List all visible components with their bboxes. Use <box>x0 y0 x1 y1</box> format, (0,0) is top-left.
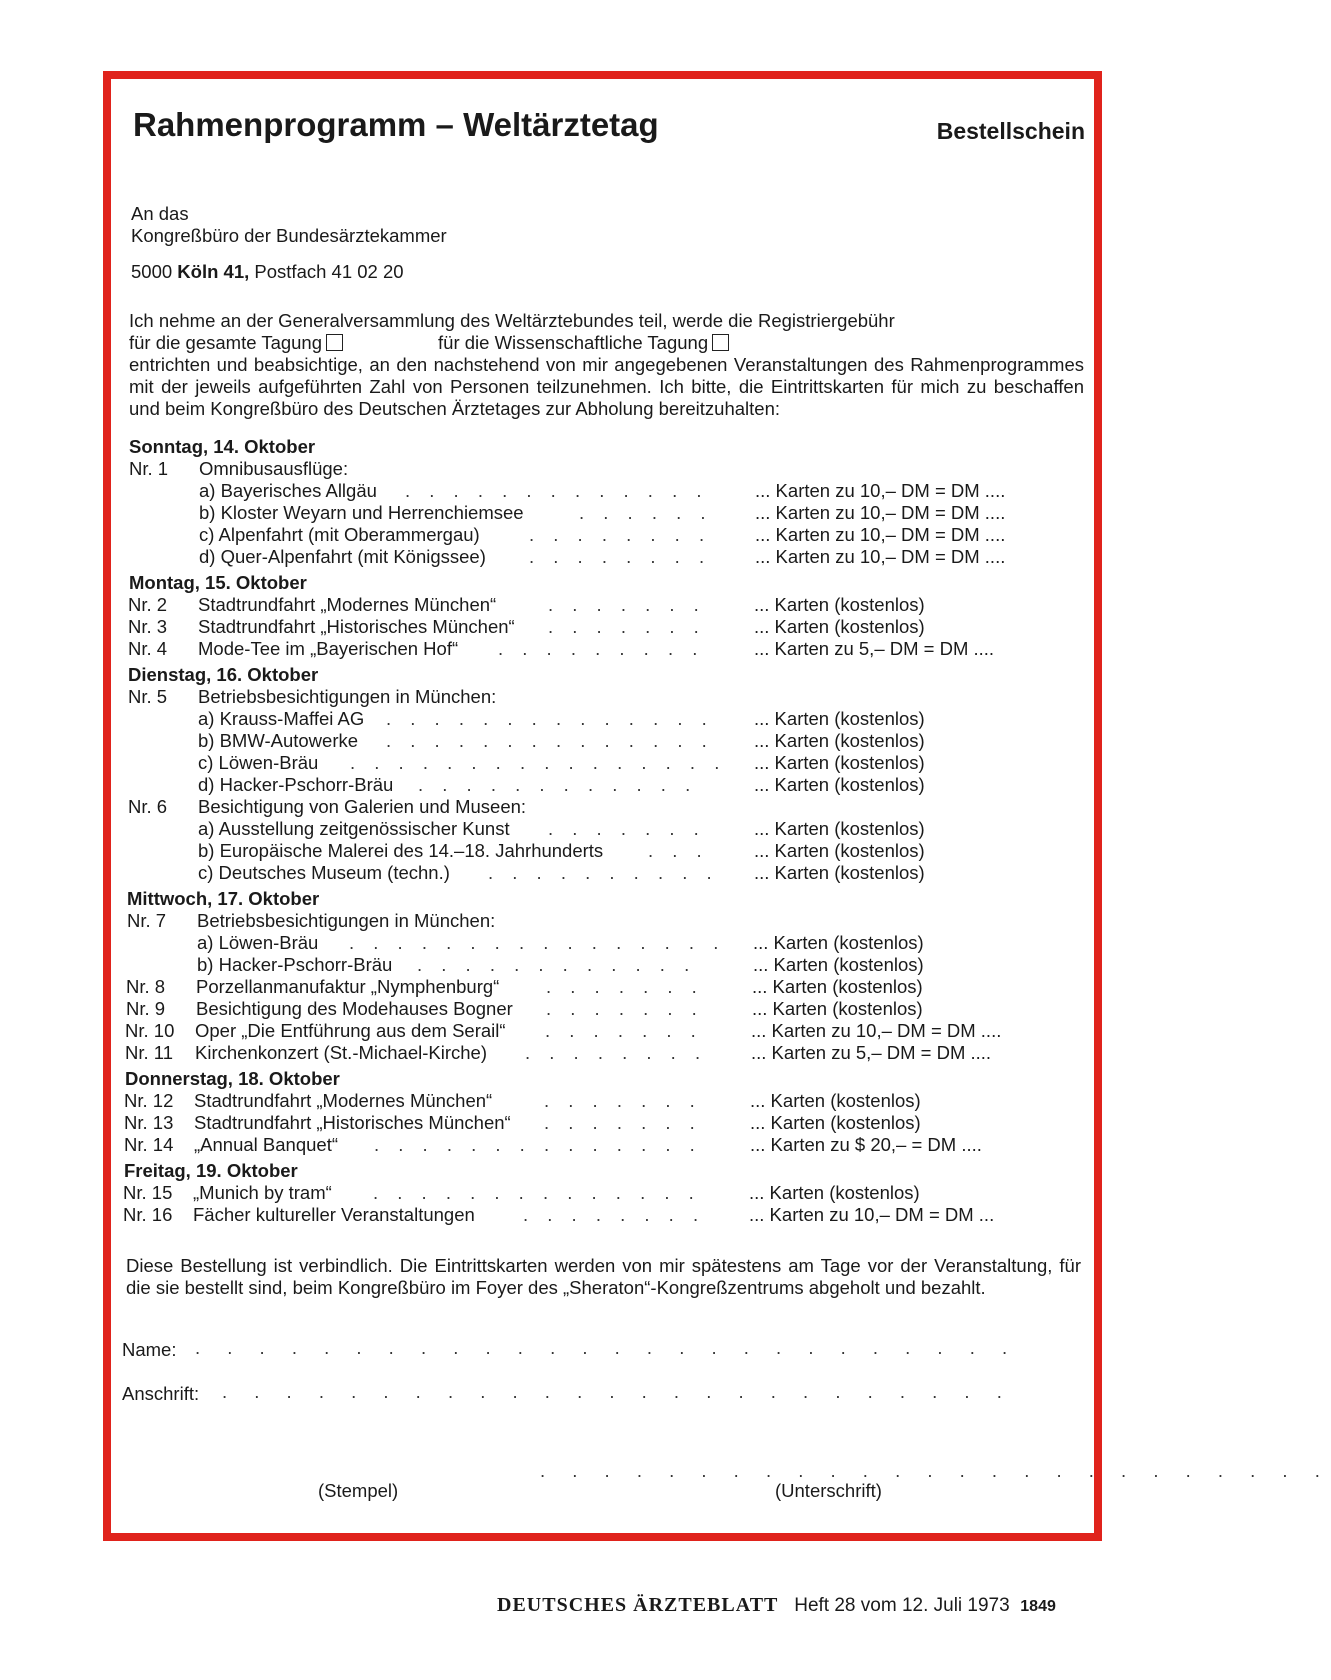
name-label: Name: <box>122 1339 177 1360</box>
order-form-label: Bestellschein <box>936 118 1085 144</box>
item-text: b) Europäische Malerei des 14.–18. Jahrhunderts <box>198 840 604 861</box>
ticket-price-field[interactable]: ... Karten (kostenlos) <box>754 708 925 729</box>
item-number: Nr. 4 <box>128 638 168 659</box>
ticket-price-field[interactable]: ... Karten zu 10,– DM = DM .... <box>751 1020 1002 1041</box>
day-heading-friday: Freitag, 19. Oktober <box>124 1160 298 1181</box>
address-line-1: An das <box>131 203 189 224</box>
postbox: Postfach 41 02 20 <box>254 261 404 282</box>
ticket-price-field[interactable]: ... Karten zu 10,– DM = DM .... <box>755 524 1006 545</box>
item-text: b) Hacker-Pschorr-Bräu <box>197 954 393 975</box>
item-text: Kirchenkonzert (St.-Michael-Kirche) <box>195 1042 487 1063</box>
item-text: Stadtrundfahrt „Modernes München“ <box>194 1090 493 1111</box>
day-heading-thursday: Donnerstag, 18. Oktober <box>125 1068 340 1089</box>
item-text: b) BMW-Autowerke <box>198 730 359 751</box>
item-text: Porzellanmanufaktur „Nymphenburg“ <box>196 976 500 997</box>
name-field[interactable]: . . . . . . . . . . . . . . . . . . . . . . . . . . <box>195 1337 1019 1358</box>
option-scientific-checkbox[interactable] <box>712 334 729 351</box>
item-number: Nr. 11 <box>125 1042 173 1063</box>
item-number: Nr. 10 <box>125 1020 175 1041</box>
item-number: Nr. 16 <box>123 1204 173 1225</box>
intro-text <box>129 310 1084 420</box>
item-text: d) Hacker-Pschorr-Bräu <box>198 774 394 795</box>
address-line-2: Kongreßbüro der Bundesärztekammer <box>131 225 447 246</box>
ticket-price-field[interactable]: ... Karten zu 10,– DM = DM .... <box>755 502 1006 523</box>
ticket-price-field[interactable]: ... Karten zu 10,– DM = DM ... <box>749 1204 995 1225</box>
day-heading-tuesday: Dienstag, 16. Oktober <box>128 664 319 685</box>
item-text: Mode-Tee im „Bayerischen Hof“ <box>198 638 459 659</box>
item-text: Betriebsbesichtigungen in München: <box>198 686 497 707</box>
ticket-price-field[interactable]: ... Karten (kostenlos) <box>754 730 925 751</box>
ticket-price-field[interactable]: ... Karten (kostenlos) <box>753 954 924 975</box>
item-number: Nr. 5 <box>128 686 168 707</box>
item-text: Besichtigung von Galerien und Museen: <box>198 796 527 817</box>
address-label: Anschrift: <box>122 1383 200 1404</box>
intro-line-1: Ich nehme an der Generalversammlung des Weltärztebundes teil, werde die Registriergebühr <box>129 310 895 331</box>
item-text: a) Löwen-Bräu <box>197 932 319 953</box>
magazine-name: DEUTSCHES ÄRZTEBLATT <box>497 1594 779 1616</box>
item-number: Nr. 12 <box>124 1090 174 1111</box>
item-text: b) Kloster Weyarn und Herrenchiemsee <box>199 502 524 523</box>
signature-label: (Unterschrift) <box>775 1480 882 1501</box>
item-number: Nr. 3 <box>128 616 168 637</box>
page-number: 1849 <box>1020 1598 1056 1615</box>
day-heading-sunday: Sonntag, 14. Oktober <box>129 436 316 457</box>
item-text: Omnibusausflüge: <box>199 458 349 479</box>
item-number: Nr. 1 <box>129 458 169 479</box>
day-heading-monday: Montag, 15. Oktober <box>129 572 307 593</box>
option-scientific-label: für die Wissenschaftliche Tagung <box>438 332 709 353</box>
item-number: Nr. 2 <box>128 594 168 615</box>
item-text: Stadtrundfahrt „Historisches München“ <box>198 616 515 637</box>
item-text: Besichtigung des Modehauses Bogner <box>196 998 513 1019</box>
item-number: Nr. 13 <box>124 1112 174 1133</box>
option-full-checkbox[interactable] <box>326 334 343 351</box>
item-text: Oper „Die Entführung aus dem Serail“ <box>195 1020 506 1041</box>
closing-paragraph: Diese Bestellung ist verbindlich. Die Eintrittskarten werden von mir spätestens am Tage vor der Veranstaltung, für die sie bestellt sind, beim Kongreßbüro im Foyer des „Sheraton“-Kongreßzentrums abgeholt und bezahlt. <box>126 1255 1081 1298</box>
item-text: Stadtrundfahrt „Historisches München“ <box>194 1112 511 1133</box>
ticket-price-field[interactable]: ... Karten (kostenlos) <box>754 818 925 839</box>
address-line-3 <box>131 261 404 283</box>
ticket-price-field[interactable]: ... Karten (kostenlos) <box>754 616 925 637</box>
registration-options <box>129 332 1084 354</box>
ticket-price-field[interactable]: ... Karten (kostenlos) <box>753 932 924 953</box>
ticket-price-field[interactable]: ... Karten zu 10,– DM = DM .... <box>755 480 1006 501</box>
ticket-price-field[interactable]: ... Karten (kostenlos) <box>754 752 925 773</box>
ticket-price-field[interactable]: ... Karten (kostenlos) <box>754 774 925 795</box>
address-field[interactable]: . . . . . . . . . . . . . . . . . . . . . . . . . <box>222 1381 1013 1402</box>
day-heading-wednesday: Mittwoch, 17. Oktober <box>127 888 320 909</box>
option-full-label: für die gesamte Tagung <box>129 332 323 353</box>
postal-code: 5000 <box>131 261 173 282</box>
item-text: Fächer kultureller Veranstaltungen <box>193 1204 475 1225</box>
ticket-price-field[interactable]: ... Karten (kostenlos) <box>754 862 925 883</box>
item-text: c) Deutsches Museum (techn.) <box>198 862 450 883</box>
page-footer <box>497 1594 1056 1617</box>
item-text: a) Bayerisches Allgäu <box>199 480 377 501</box>
item-number: Nr. 6 <box>128 796 168 817</box>
ticket-price-field[interactable]: ... Karten (kostenlos) <box>750 1090 921 1111</box>
ticket-price-field[interactable]: ... Karten (kostenlos) <box>754 840 925 861</box>
ticket-price-field[interactable]: ... Karten (kostenlos) <box>752 998 923 1019</box>
stamp-label: (Stempel) <box>318 1480 399 1501</box>
item-text: Stadtrundfahrt „Modernes München“ <box>198 594 497 615</box>
item-number: Nr. 8 <box>126 976 166 997</box>
item-number: Nr. 14 <box>124 1134 174 1155</box>
intro-paragraph: entrichten und beabsichtige, an den nachstehend von mir angegebenen Veranstaltungen des Rahmenprogrammes mit der jeweils aufgeführten Zahl von Personen teilzunehmen. Ich bitte, die Eintrittskarten für mich zu beschaffen und beim Kongreßbüro des Deutschen Ärztetages zur Abholung bereitzuhalten: <box>129 354 1084 419</box>
item-text: d) Quer-Alpenfahrt (mit Königssee) <box>199 546 486 567</box>
ticket-price-field[interactable]: ... Karten (kostenlos) <box>750 1112 921 1133</box>
item-text: c) Alpenfahrt (mit Oberammergau) <box>199 524 480 545</box>
item-text: c) Löwen-Bräu <box>198 752 319 773</box>
item-number: Nr. 7 <box>127 910 167 931</box>
item-text: „Annual Banquet“ <box>194 1134 338 1155</box>
item-number: Nr. 9 <box>126 998 166 1019</box>
ticket-price-field[interactable]: ... Karten (kostenlos) <box>752 976 923 997</box>
item-number: Nr. 15 <box>123 1182 173 1203</box>
ticket-price-field[interactable]: ... Karten (kostenlos) <box>749 1182 920 1203</box>
page-title: Rahmenprogramm – Weltärztetag <box>133 106 659 143</box>
ticket-price-field[interactable]: ... Karten (kostenlos) <box>754 594 925 615</box>
city: Köln 41, <box>177 261 250 282</box>
item-text: „Munich by tram“ <box>193 1182 332 1203</box>
ticket-price-field[interactable]: ... Karten zu $ 20,– = DM .... <box>750 1134 982 1155</box>
item-text: a) Krauss-Maffei AG <box>198 708 365 729</box>
item-text: a) Ausstellung zeitgenössischer Kunst <box>198 818 510 839</box>
ticket-price-field[interactable]: ... Karten zu 5,– DM = DM .... <box>754 638 995 659</box>
ticket-price-field[interactable]: ... Karten zu 5,– DM = DM .... <box>751 1042 992 1063</box>
item-text: Betriebsbesichtigungen in München: <box>197 910 496 931</box>
ticket-price-field[interactable]: ... Karten zu 10,– DM = DM .... <box>755 546 1006 567</box>
signature-field[interactable]: . . . . . . . . . . . . . . . . . . . . . . . . . <box>540 1460 1331 1481</box>
issue-info: Heft 28 vom 12. Juli 1973 <box>794 1595 1010 1616</box>
